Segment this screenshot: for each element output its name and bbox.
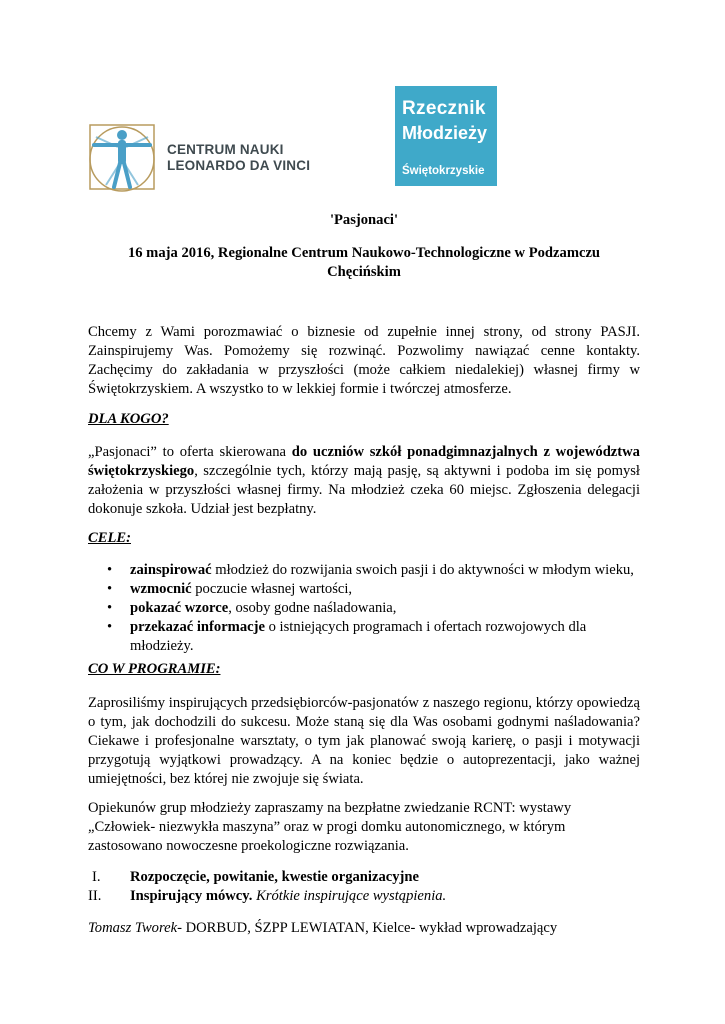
goals-list <box>88 561 640 656</box>
rzecznik-logo-line3: Świętokrzyskie <box>402 165 485 177</box>
guardians-line2: „Człowiek- niezwykła maszyna” oraz w progi domku autonomicznego, w którym <box>88 819 566 835</box>
centrum-nauki-name: CENTRUM NAUKI LEONARDO DA VINCI <box>167 142 311 173</box>
rzecznik-mlodziezy-logo <box>395 86 497 186</box>
list-item: • przekazać informacje o istniejących programach i ofertach rozwojowych dla młodzieży. <box>107 619 587 654</box>
list-item: • zainspirować młodzież do rozwijania swoich pasji i do aktywności w młodym wieku, <box>107 562 634 578</box>
rzecznik-logo-line2: Młodzieży <box>402 123 488 143</box>
event-date-place-line1: 16 maja 2016, Regionalne Centrum Naukowo-Technologiczne w Podzamczu <box>127 245 601 261</box>
list-item: • wzmocnić poczucie własnej wartości, <box>107 581 353 597</box>
heading-cele: CELE: <box>88 530 131 546</box>
vitruvian-man-icon <box>86 121 158 193</box>
dla-kogo-paragraph: „Pasjonaci” to oferta skierowana do uczniów szkół ponadgimnazjalnych z województwa świętokrzyskiego, szczególnie tych, którzy mają pasję, są aktywni i podoba im się pomysł założenia w przyszłości własnej firmy. Na młodzież czeka 60 miejsc. Zgłoszenia delegacji dokonuje szkoła. Udział jest bezpłatny. <box>88 444 640 517</box>
heading-co-w-programie: CO W PROGRAMIE: <box>88 661 221 677</box>
document-title: 'Pasjonaci' <box>329 212 399 228</box>
centrum-nauki-logo <box>86 121 336 193</box>
list-item: • pokazać wzorce, osoby godne naśladowania, <box>107 600 397 616</box>
guardians-line1: Opiekunów grup młodzieży zapraszamy na bezpłatne zwiedzanie RCNT: wystawy <box>88 800 572 816</box>
program-paragraph: Zaprosiliśmy inspirujących przedsiębiorców-pasjonatów z naszego regionu, którzy opowiedzą o tym, jak dochodzili do sukcesu. Może staną się dla Was osobami godnymi naśladowania? Ciekawe i profesjonalne warsztaty, o tym jak planować swoją karierę, o pasji i motywacji przygotują wyjątkowi prowadzący. A na koniec będzie o autoprezentacji, jako ważnej umiejętności, bez której nie zwojuje się świata. <box>88 695 640 787</box>
speaker-line: Tomasz Tworek- DORBUD, ŚZPP LEWIATAN, Kielce- wykład wprowadzający <box>88 920 558 936</box>
event-date-place-line2: Chęcińskim <box>327 264 401 280</box>
guardians-line3: zastosowano nowoczesne proekologiczne rozwiązania. <box>88 838 409 854</box>
rzecznik-logo-line1: Rzecznik <box>402 98 486 119</box>
heading-dla-kogo: DLA KOGO? <box>88 411 169 427</box>
intro-paragraph: Chcemy z Wami porozmawiać o biznesie od zupełnie innej strony, od strony PASJI. Zainspirujemy Was. Pomożemy się rozwinąć. Pozwolimy nawiązać cenne kontakty. Zachęcimy do zakładania w przyszłości (może całkiem niedalekiej) własnej firmy w Świętokrzyskiem. A wszystko to w lekkiej formie i twórczej atmosferze. <box>88 324 640 397</box>
speaker-name: Tomasz Tworek <box>88 920 178 936</box>
